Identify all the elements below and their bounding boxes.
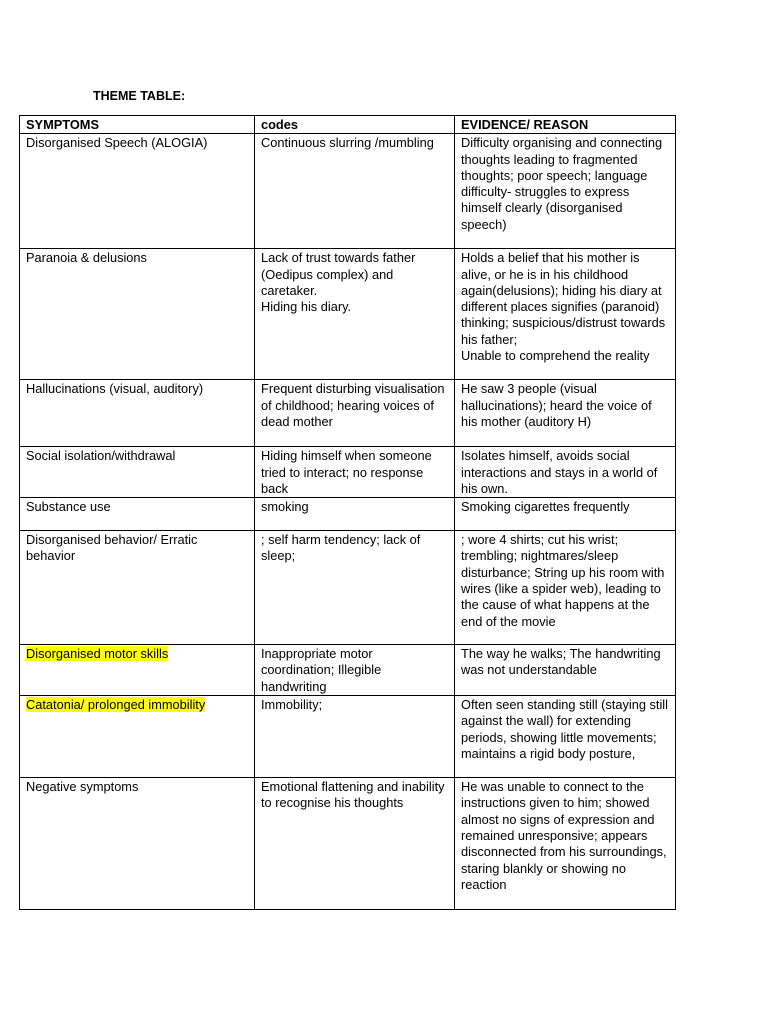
theme-table: [19, 115, 676, 910]
evidence-cell: The way he walks; The handwriting was not understandable: [455, 645, 676, 696]
column-header-evidence: EVIDENCE/ REASON: [455, 116, 676, 134]
table-row: [20, 645, 676, 696]
evidence-cell: Often seen standing still (staying still against the wall) for extending periods, showing little movements; maintains a rigid body posture,: [455, 696, 676, 778]
evidence-cell: Smoking cigarettes frequently: [455, 498, 676, 531]
table-row: [20, 778, 676, 910]
symptom-cell: [20, 531, 255, 645]
codes-cell: Lack of trust towards father (Oedipus complex) and caretaker. Hiding his diary.: [255, 249, 455, 380]
codes-cell: Frequent disturbing visualisation of childhood; hearing voices of dead mother: [255, 380, 455, 447]
codes-cell: Hiding himself when someone tried to interact; no response back: [255, 447, 455, 498]
codes-cell: Continuous slurring /mumbling: [255, 134, 455, 249]
symptom-text-highlighted: Catatonia/ prolonged immobility: [26, 697, 206, 713]
symptom-text: Substance use: [26, 499, 111, 515]
table-header-row: [20, 116, 676, 134]
codes-cell: smoking: [255, 498, 455, 531]
column-header-codes: codes: [255, 116, 455, 134]
symptom-cell: [20, 447, 255, 498]
evidence-cell: He saw 3 people (visual hallucinations); heard the voice of his mother (auditory H): [455, 380, 676, 447]
codes-cell: Inappropriate motor coordination; Illegible handwriting: [255, 645, 455, 696]
symptom-cell: [20, 498, 255, 531]
symptom-text-highlighted: Disorganised motor skills: [26, 646, 169, 662]
codes-cell: ; self harm tendency; lack of sleep;: [255, 531, 455, 645]
symptom-cell: [20, 380, 255, 447]
evidence-cell: Isolates himself, avoids social interactions and stays in a world of his own.: [455, 447, 676, 498]
table-row: [20, 531, 676, 645]
symptom-text: Social isolation/withdrawal: [26, 448, 176, 464]
symptom-cell: [20, 778, 255, 910]
symptom-text: Negative symptoms: [26, 779, 139, 795]
table-row: [20, 498, 676, 531]
table-row: [20, 447, 676, 498]
page-title: THEME TABLE:: [93, 89, 186, 103]
evidence-cell: He was unable to connect to the instructions given to him; showed almost no signs of expression and remained unresponsive; appears disconnected from his surroundings, staring blankly or showing no reaction: [455, 778, 676, 910]
symptom-cell: [20, 249, 255, 380]
symptom-text: Disorganised Speech (ALOGIA): [26, 135, 208, 151]
table-row: [20, 380, 676, 447]
evidence-cell: Difficulty organising and connecting thoughts leading to fragmented thoughts; poor speech; language difficulty- struggles to express himself clearly (disorganised speech): [455, 134, 676, 249]
symptom-text: Disorganised behavior/ Erratic behavior: [26, 532, 198, 564]
symptom-text: Hallucinations (visual, auditory): [26, 381, 204, 397]
evidence-cell: Holds a belief that his mother is alive, or he is in his childhood again(delusions); hiding his diary at different places signifies (paranoid) thinking; suspicious/distrust towards his father; Unable to comprehend the reality: [455, 249, 676, 380]
column-header-symptoms: SYMPTOMS: [20, 116, 255, 134]
symptom-cell: [20, 134, 255, 249]
table-row: [20, 134, 676, 249]
symptom-text: Paranoia & delusions: [26, 250, 147, 266]
symptom-cell: [20, 645, 255, 696]
table-row: [20, 696, 676, 778]
symptom-cell: [20, 696, 255, 778]
evidence-cell: ; wore 4 shirts; cut his wrist; trembling; nightmares/sleep disturbance; String up his room with wires (like a spider web), leading to the cause of what happens at the end of the movie: [455, 531, 676, 645]
codes-cell: Immobility;: [255, 696, 455, 778]
codes-cell: Emotional flattening and inability to recognise his thoughts: [255, 778, 455, 910]
table-row: [20, 249, 676, 380]
